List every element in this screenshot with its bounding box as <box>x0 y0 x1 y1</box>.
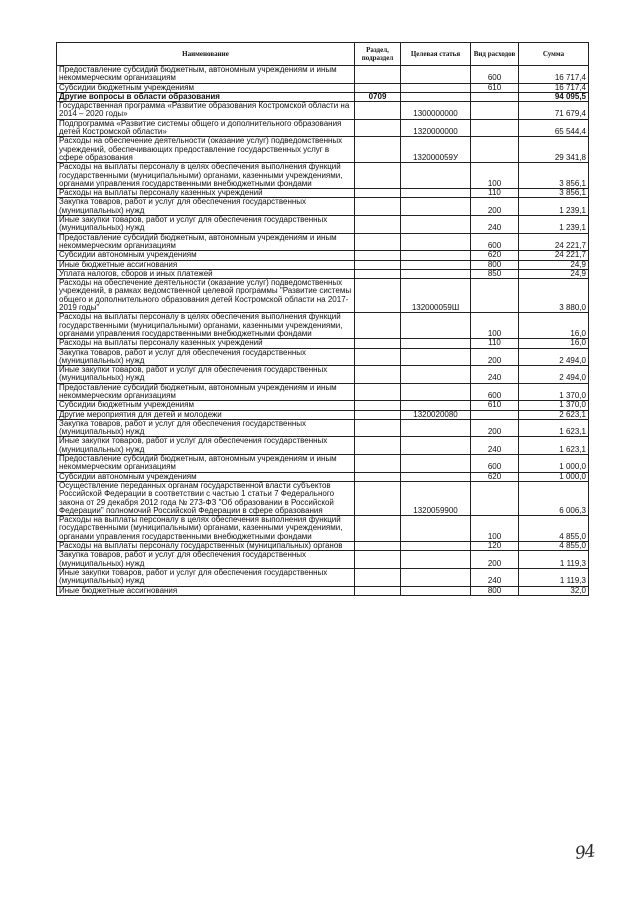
cell-section <box>355 568 401 586</box>
table-row <box>57 568 589 586</box>
cell-target <box>401 163 471 189</box>
cell-sum: 94 095,5 <box>519 92 589 101</box>
cell-sum: 2 623,1 <box>519 410 589 419</box>
cell-name: Субсидии бюджетным учреждениям <box>57 401 355 410</box>
cell-kind: 850 <box>471 269 519 278</box>
cell-name: Расходы на выплаты персоналу в целях обеспечения выполнения функций государственными (муниципальными) органами, казенными учреждениями, органами управления государственными внебюджетными фондами <box>57 516 355 542</box>
cell-name: Субсидии бюджетным учреждениям <box>57 83 355 92</box>
table-row <box>57 419 589 437</box>
cell-target: 1320000000 <box>401 119 471 137</box>
cell-kind: 240 <box>471 437 519 455</box>
table-row <box>57 279 589 313</box>
cell-sum: 29 341,8 <box>519 137 589 163</box>
cell-sum: 16,0 <box>519 339 589 348</box>
cell-section <box>355 586 401 595</box>
cell-section <box>355 233 401 251</box>
cell-target <box>401 92 471 101</box>
cell-target <box>401 551 471 569</box>
cell-target <box>401 348 471 366</box>
table-row <box>57 137 589 163</box>
cell-target <box>401 198 471 216</box>
cell-target <box>401 516 471 542</box>
cell-kind <box>471 137 519 163</box>
cell-target <box>401 568 471 586</box>
table-body <box>57 66 589 596</box>
cell-sum: 1 623,1 <box>519 437 589 455</box>
cell-section <box>355 163 401 189</box>
cell-sum: 1 370,0 <box>519 383 589 401</box>
cell-kind: 200 <box>471 348 519 366</box>
cell-target <box>401 542 471 551</box>
cell-kind: 600 <box>471 383 519 401</box>
cell-target <box>401 66 471 84</box>
cell-section <box>355 66 401 84</box>
cell-name: Закупка товаров, работ и услуг для обеспечения государственных (муниципальных) нужд <box>57 551 355 569</box>
cell-section <box>355 410 401 419</box>
table-row <box>57 269 589 278</box>
cell-sum: 2 494,0 <box>519 366 589 384</box>
table-row <box>57 472 589 481</box>
table-row <box>57 348 589 366</box>
cell-section <box>355 83 401 92</box>
table-row <box>57 163 589 189</box>
cell-kind: 620 <box>471 472 519 481</box>
cell-section <box>355 313 401 339</box>
cell-name: Расходы на обеспечение деятельности (оказание услуг) подведомственных учреждений, обеспечивающих предоставление государственных услуг в сфере образования <box>57 137 355 163</box>
cell-name: Предоставление субсидий бюджетным, автономным учреждениям и иным некоммерческим организациям <box>57 455 355 473</box>
cell-name: Другие вопросы в области образования <box>57 92 355 101</box>
cell-name: Предоставление субсидий бюджетным, автономным учреждениям и иным некоммерческим организациям <box>57 383 355 401</box>
cell-sum: 32,0 <box>519 586 589 595</box>
cell-section <box>355 366 401 384</box>
cell-name: Расходы на выплаты персоналу казенных учреждений <box>57 339 355 348</box>
cell-name: Закупка товаров, работ и услуг для обеспечения государственных (муниципальных) нужд <box>57 198 355 216</box>
table-row <box>57 189 589 198</box>
cell-target <box>401 83 471 92</box>
header-kind: Вид расходов <box>471 43 519 66</box>
cell-kind: 800 <box>471 260 519 269</box>
table-row <box>57 401 589 410</box>
cell-name: Иные бюджетные ассигнования <box>57 586 355 595</box>
cell-name: Иные закупки товаров, работ и услуг для обеспечения государственных (муниципальных) нужд <box>57 437 355 455</box>
cell-section <box>355 269 401 278</box>
cell-section <box>355 542 401 551</box>
table-row <box>57 339 589 348</box>
cell-sum: 1 119,3 <box>519 568 589 586</box>
cell-kind <box>471 92 519 101</box>
cell-name: Осуществление переданных органам государственной власти субъектов Российской Федерации в соответствии с частью 1 статьи 7 Федерального закона от 29 декабря 2012 года № 273-ФЗ "Об образовании в Российской Федерации" полномочий Российской Федерации в сфере образования <box>57 481 355 515</box>
cell-target <box>401 586 471 595</box>
cell-section <box>355 102 401 120</box>
table-row <box>57 551 589 569</box>
table-row <box>57 542 589 551</box>
cell-name: Расходы на обеспечение деятельности (оказание услуг) подведомственных учреждений, в рамках ведомственной целевой программы "Развитие системы общего и дополнительного образования детей Костромской области на 2017-2019 годы" <box>57 279 355 313</box>
cell-sum: 1 370,0 <box>519 401 589 410</box>
cell-kind: 100 <box>471 313 519 339</box>
cell-sum: 16 717,4 <box>519 83 589 92</box>
cell-kind <box>471 481 519 515</box>
cell-sum: 24 221,7 <box>519 233 589 251</box>
cell-target <box>401 366 471 384</box>
table-row <box>57 410 589 419</box>
cell-sum: 4 855,0 <box>519 542 589 551</box>
header-sum: Сумма <box>519 43 589 66</box>
table-row <box>57 516 589 542</box>
cell-sum: 3 856,1 <box>519 163 589 189</box>
cell-sum: 1 239,1 <box>519 216 589 234</box>
cell-name: Расходы на выплаты персоналу государственных (муниципальных) органов <box>57 542 355 551</box>
cell-name: Расходы на выплаты персоналу в целях обеспечения выполнения функций государственными (муниципальными) органами, казенными учреждениями, органами управления государственными внебюджетными фондами <box>57 313 355 339</box>
cell-kind: 100 <box>471 516 519 542</box>
cell-sum: 1 623,1 <box>519 419 589 437</box>
cell-section <box>355 348 401 366</box>
cell-name: Иные закупки товаров, работ и услуг для обеспечения государственных (муниципальных) нужд <box>57 216 355 234</box>
cell-name: Субсидии автономным учреждениям <box>57 472 355 481</box>
cell-section <box>355 216 401 234</box>
cell-sum: 2 494,0 <box>519 348 589 366</box>
cell-kind: 620 <box>471 251 519 260</box>
cell-name: Иные закупки товаров, работ и услуг для обеспечения государственных (муниципальных) нужд <box>57 568 355 586</box>
cell-sum: 1 239,1 <box>519 198 589 216</box>
cell-sum: 1 000,0 <box>519 472 589 481</box>
cell-section <box>355 437 401 455</box>
cell-name: Закупка товаров, работ и услуг для обеспечения государственных (муниципальных) нужд <box>57 419 355 437</box>
table-row <box>57 383 589 401</box>
header-section: Раздел, подраздел <box>355 43 401 66</box>
cell-target <box>401 383 471 401</box>
cell-kind: 600 <box>471 233 519 251</box>
cell-name: Иные бюджетные ассигнования <box>57 260 355 269</box>
table-row <box>57 66 589 84</box>
handwritten-page-number: 94 <box>573 841 596 864</box>
cell-sum: 3 856,1 <box>519 189 589 198</box>
cell-kind <box>471 279 519 313</box>
cell-section <box>355 472 401 481</box>
cell-section <box>355 260 401 269</box>
cell-target <box>401 216 471 234</box>
cell-name: Уплата налогов, сборов и иных платежей <box>57 269 355 278</box>
cell-name: Предоставление субсидий бюджетным, автономным учреждениям и иным некоммерческим организациям <box>57 233 355 251</box>
cell-sum: 6 006,3 <box>519 481 589 515</box>
cell-sum: 24,9 <box>519 260 589 269</box>
cell-sum: 1 000,0 <box>519 455 589 473</box>
cell-sum: 24 221,7 <box>519 251 589 260</box>
cell-section <box>355 455 401 473</box>
cell-section <box>355 339 401 348</box>
table-row <box>57 260 589 269</box>
table-row <box>57 437 589 455</box>
cell-target <box>401 419 471 437</box>
cell-target <box>401 437 471 455</box>
table-row <box>57 366 589 384</box>
cell-name: Расходы на выплаты персоналу в целях обеспечения выполнения функций государственными (муниципальными) органами, казенными учреждениями, органами управления государственными внебюджетными фондами <box>57 163 355 189</box>
cell-section <box>355 401 401 410</box>
cell-name: Другие мероприятия для детей и молодежи <box>57 410 355 419</box>
cell-sum: 24,9 <box>519 269 589 278</box>
cell-kind: 100 <box>471 163 519 189</box>
cell-name: Предоставление субсидий бюджетным, автономным учреждениям и иным некоммерческим организациям <box>57 66 355 84</box>
table-row <box>57 102 589 120</box>
cell-kind: 200 <box>471 198 519 216</box>
cell-name: Подпрограмма «Развитие системы общего и дополнительного образования детей Костромской области» <box>57 119 355 137</box>
cell-kind: 610 <box>471 83 519 92</box>
table-row <box>57 455 589 473</box>
cell-kind <box>471 119 519 137</box>
cell-section <box>355 551 401 569</box>
cell-kind: 200 <box>471 551 519 569</box>
cell-kind: 600 <box>471 66 519 84</box>
table-row <box>57 198 589 216</box>
cell-section <box>355 419 401 437</box>
cell-target <box>401 233 471 251</box>
cell-target: 1320020080 <box>401 410 471 419</box>
cell-kind: 110 <box>471 189 519 198</box>
header-target: Целевая статья <box>401 43 471 66</box>
cell-name: Закупка товаров, работ и услуг для обеспечения государственных (муниципальных) нужд <box>57 348 355 366</box>
cell-section: 0709 <box>355 92 401 101</box>
cell-section <box>355 251 401 260</box>
cell-section <box>355 279 401 313</box>
cell-sum: 1 119,3 <box>519 551 589 569</box>
cell-section <box>355 119 401 137</box>
table-row <box>57 233 589 251</box>
cell-kind: 120 <box>471 542 519 551</box>
cell-kind <box>471 102 519 120</box>
table-row <box>57 92 589 101</box>
cell-section <box>355 481 401 515</box>
table-row <box>57 119 589 137</box>
table-row <box>57 586 589 595</box>
budget-table <box>56 42 589 596</box>
cell-target <box>401 472 471 481</box>
cell-target: 132000059Ш <box>401 279 471 313</box>
table-header-row <box>57 43 589 66</box>
cell-section <box>355 383 401 401</box>
cell-name: Иные закупки товаров, работ и услуг для обеспечения государственных (муниципальных) нужд <box>57 366 355 384</box>
cell-sum: 16,0 <box>519 313 589 339</box>
cell-target <box>401 251 471 260</box>
cell-sum: 65 544,4 <box>519 119 589 137</box>
table-row <box>57 216 589 234</box>
cell-name: Государственная программа «Развитие образования Костромской области на 2014 – 2020 годы» <box>57 102 355 120</box>
cell-kind: 600 <box>471 455 519 473</box>
cell-section <box>355 137 401 163</box>
cell-target: 1300000000 <box>401 102 471 120</box>
cell-sum: 16 717,4 <box>519 66 589 84</box>
header-name: Наименование <box>57 43 355 66</box>
cell-section <box>355 198 401 216</box>
cell-kind: 110 <box>471 339 519 348</box>
cell-target: 1320059900 <box>401 481 471 515</box>
cell-section <box>355 189 401 198</box>
cell-target <box>401 455 471 473</box>
cell-target <box>401 313 471 339</box>
table-row <box>57 251 589 260</box>
cell-name: Субсидии автономным учреждениям <box>57 251 355 260</box>
cell-kind: 800 <box>471 586 519 595</box>
cell-target: 132000059У <box>401 137 471 163</box>
table-row <box>57 481 589 515</box>
cell-target <box>401 339 471 348</box>
cell-sum: 71 679,4 <box>519 102 589 120</box>
cell-sum: 4 855,0 <box>519 516 589 542</box>
cell-target <box>401 269 471 278</box>
cell-kind: 240 <box>471 216 519 234</box>
table-row <box>57 313 589 339</box>
cell-kind: 610 <box>471 401 519 410</box>
cell-target <box>401 189 471 198</box>
table-row <box>57 83 589 92</box>
cell-target <box>401 401 471 410</box>
cell-name: Расходы на выплаты персоналу казенных учреждений <box>57 189 355 198</box>
cell-sum: 3 880,0 <box>519 279 589 313</box>
cell-section <box>355 516 401 542</box>
cell-kind: 200 <box>471 419 519 437</box>
cell-kind: 240 <box>471 366 519 384</box>
cell-target <box>401 260 471 269</box>
cell-kind <box>471 410 519 419</box>
cell-kind: 240 <box>471 568 519 586</box>
